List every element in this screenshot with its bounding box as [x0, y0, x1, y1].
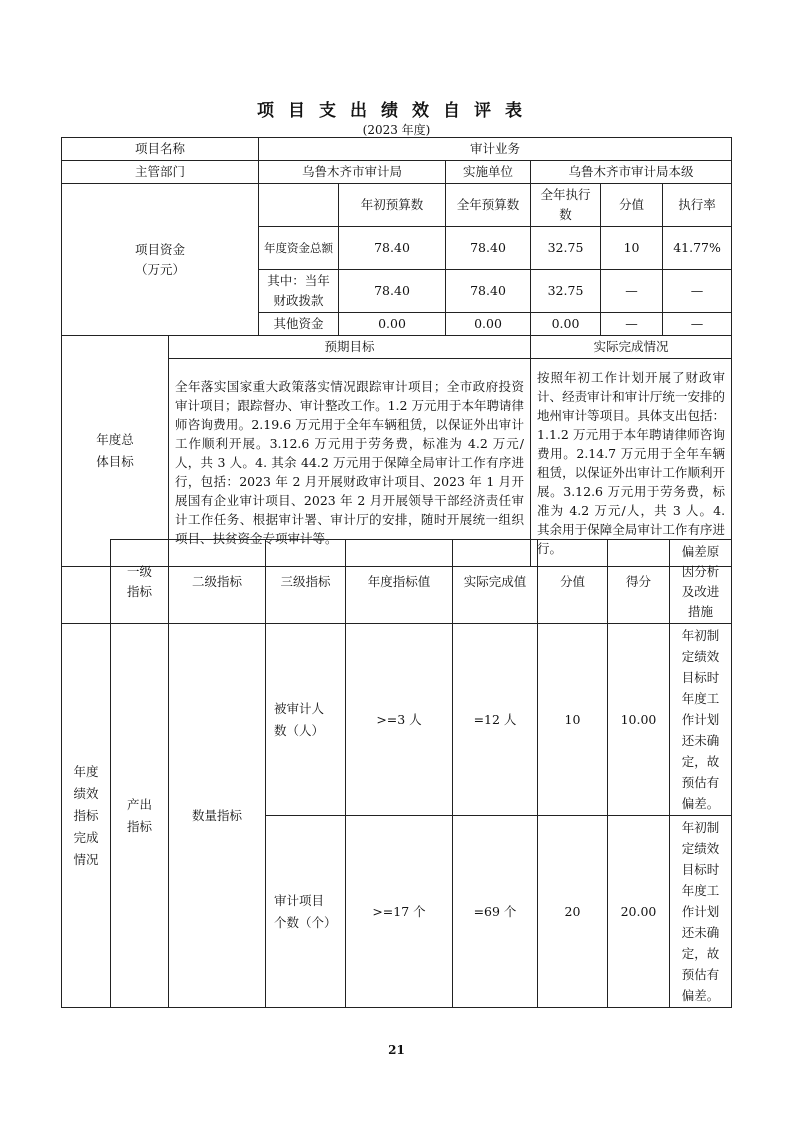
indicators-table [61, 539, 732, 1008]
funds-cell: 78.40 [446, 227, 531, 270]
indicators-header-level2: 二级指标 [169, 540, 266, 624]
funds-header-budget-initial: 年初预算数 [339, 184, 446, 227]
indicator-actual: =12 人 [453, 624, 538, 816]
goals-header-row [62, 336, 732, 359]
indicator-level3: 审计项目个数（个） [266, 816, 346, 1008]
funds-cell: 41.77% [663, 227, 732, 270]
indicator-actual: =69 个 [453, 816, 538, 1008]
funds-cell: 0.00 [446, 313, 531, 336]
indicator-score-value: 20 [538, 816, 608, 1008]
project-name-value: 审计业务 [259, 138, 732, 161]
funds-cell: 78.40 [339, 227, 446, 270]
indicator-reason: 年初制定绩效目标时年度工作计划还未确定，故预估有偏差。 [670, 624, 732, 816]
indicator-row [62, 624, 732, 816]
indicators-header-score-value: 分值 [538, 540, 608, 624]
project-name-row [62, 138, 732, 161]
page-title: 项目支出绩效自评表 [257, 101, 536, 121]
indicator-score-value: 10 [538, 624, 608, 816]
funds-label-line1: 项目资金 [135, 241, 186, 257]
funds-cell: — [601, 313, 663, 336]
funds-cell: — [663, 270, 732, 313]
indicators-header-level3: 三级指标 [266, 540, 346, 624]
funds-section-label [62, 184, 259, 336]
funds-label-line2: （万元） [135, 261, 186, 277]
funds-row-label: 其他资金 [259, 313, 339, 336]
indicator-level2: 数量指标 [169, 624, 266, 1008]
project-name-label: 项目名称 [62, 138, 259, 161]
goals-expected-text: 全年落实国家重大政策落实情况跟踪审计项目；全市政府投资审计项目；跟踪督办、审计整改工作。1.2 万元用于本年聘请律师咨询费用。2.19.6 万元用于全年车辆租赁，以保证外出审计工作顺利开展。3.12.6 万元用于劳务费，标准为 4.2 万元/人，共 3 人。4. 其余 44.2 万元用于保障全局审计工作有序进行，包括：2023 年 2 月开展财政审计项目、2023 年 1 月开展国有企业审计项目、2023 年 2 月开展领导干部经济责任审计工作任务、根据审计署、审计厅的安排，随时开展统一组织项目、扶贫资金专项审计等。 [169, 359, 531, 567]
indicators-header-blank [62, 540, 111, 624]
page-number: 21 [388, 1043, 405, 1057]
indicators-header-level1: 一级指标 [111, 540, 169, 624]
self-eval-table [61, 137, 732, 567]
indicator-level1: 产出指标 [111, 624, 169, 1008]
funds-cell: 78.40 [339, 270, 446, 313]
funds-header-executed: 全年执行数 [531, 184, 601, 227]
indicator-target: >=17 个 [346, 816, 453, 1008]
impl-value: 乌鲁木齐市审计局本级 [531, 161, 732, 184]
funds-header-rate: 执行率 [663, 184, 732, 227]
indicators-header-actual: 实际完成值 [453, 540, 538, 624]
funds-cell: — [663, 313, 732, 336]
funds-row-label: 其中：当年财政拨款 [259, 270, 339, 313]
goals-actual-text: 按照年初工作计划开展了财政审计、经责审计和审计厅统一安排的地州审计等项目。具体支出包括：1.1.2 万元用于本年聘请律师咨询费用。2.14.7 万元用于全年车辆租赁，以保证外出审计工作顺利开展。3.12.6 万元用于劳务费，标准为 4.2 万元/人，共 3 人。4. 其余用于保障全局审计工作有序进行。 [531, 359, 732, 567]
dept-label: 主管部门 [62, 161, 259, 184]
goals-section-label: 年度总体目标 [62, 336, 169, 567]
dept-value: 乌鲁木齐市审计局 [259, 161, 446, 184]
indicators-header-row [62, 540, 732, 624]
goals-actual-label: 实际完成情况 [531, 336, 732, 359]
funds-header-budget-year: 全年预算数 [446, 184, 531, 227]
funds-header-blank [259, 184, 339, 227]
funds-cell: 0.00 [531, 313, 601, 336]
indicator-target: >=3 人 [346, 624, 453, 816]
indicator-level3: 被审计人数（人） [266, 624, 346, 816]
funds-cell: 10 [601, 227, 663, 270]
goals-expected-label: 预期目标 [169, 336, 531, 359]
dept-row [62, 161, 732, 184]
impl-label: 实施单位 [446, 161, 531, 184]
funds-cell: — [601, 270, 663, 313]
report-year: (2023 年度) [362, 123, 431, 137]
funds-header-row [62, 184, 732, 227]
indicators-section-label: 年度绩效指标完成情况 [62, 624, 111, 1008]
funds-cell: 32.75 [531, 227, 601, 270]
funds-cell: 0.00 [339, 313, 446, 336]
funds-row-label: 年度资金总额 [259, 227, 339, 270]
indicators-header-target: 年度指标值 [346, 540, 453, 624]
indicator-score: 20.00 [608, 816, 670, 1008]
funds-header-score-value: 分值 [601, 184, 663, 227]
indicator-score: 10.00 [608, 624, 670, 816]
indicator-reason: 年初制定绩效目标时年度工作计划还未确定，故预估有偏差。 [670, 816, 732, 1008]
indicators-header-reason: 偏差原因分析及改进措施 [670, 540, 732, 624]
funds-cell: 78.40 [446, 270, 531, 313]
indicators-header-score: 得分 [608, 540, 670, 624]
funds-cell: 32.75 [531, 270, 601, 313]
